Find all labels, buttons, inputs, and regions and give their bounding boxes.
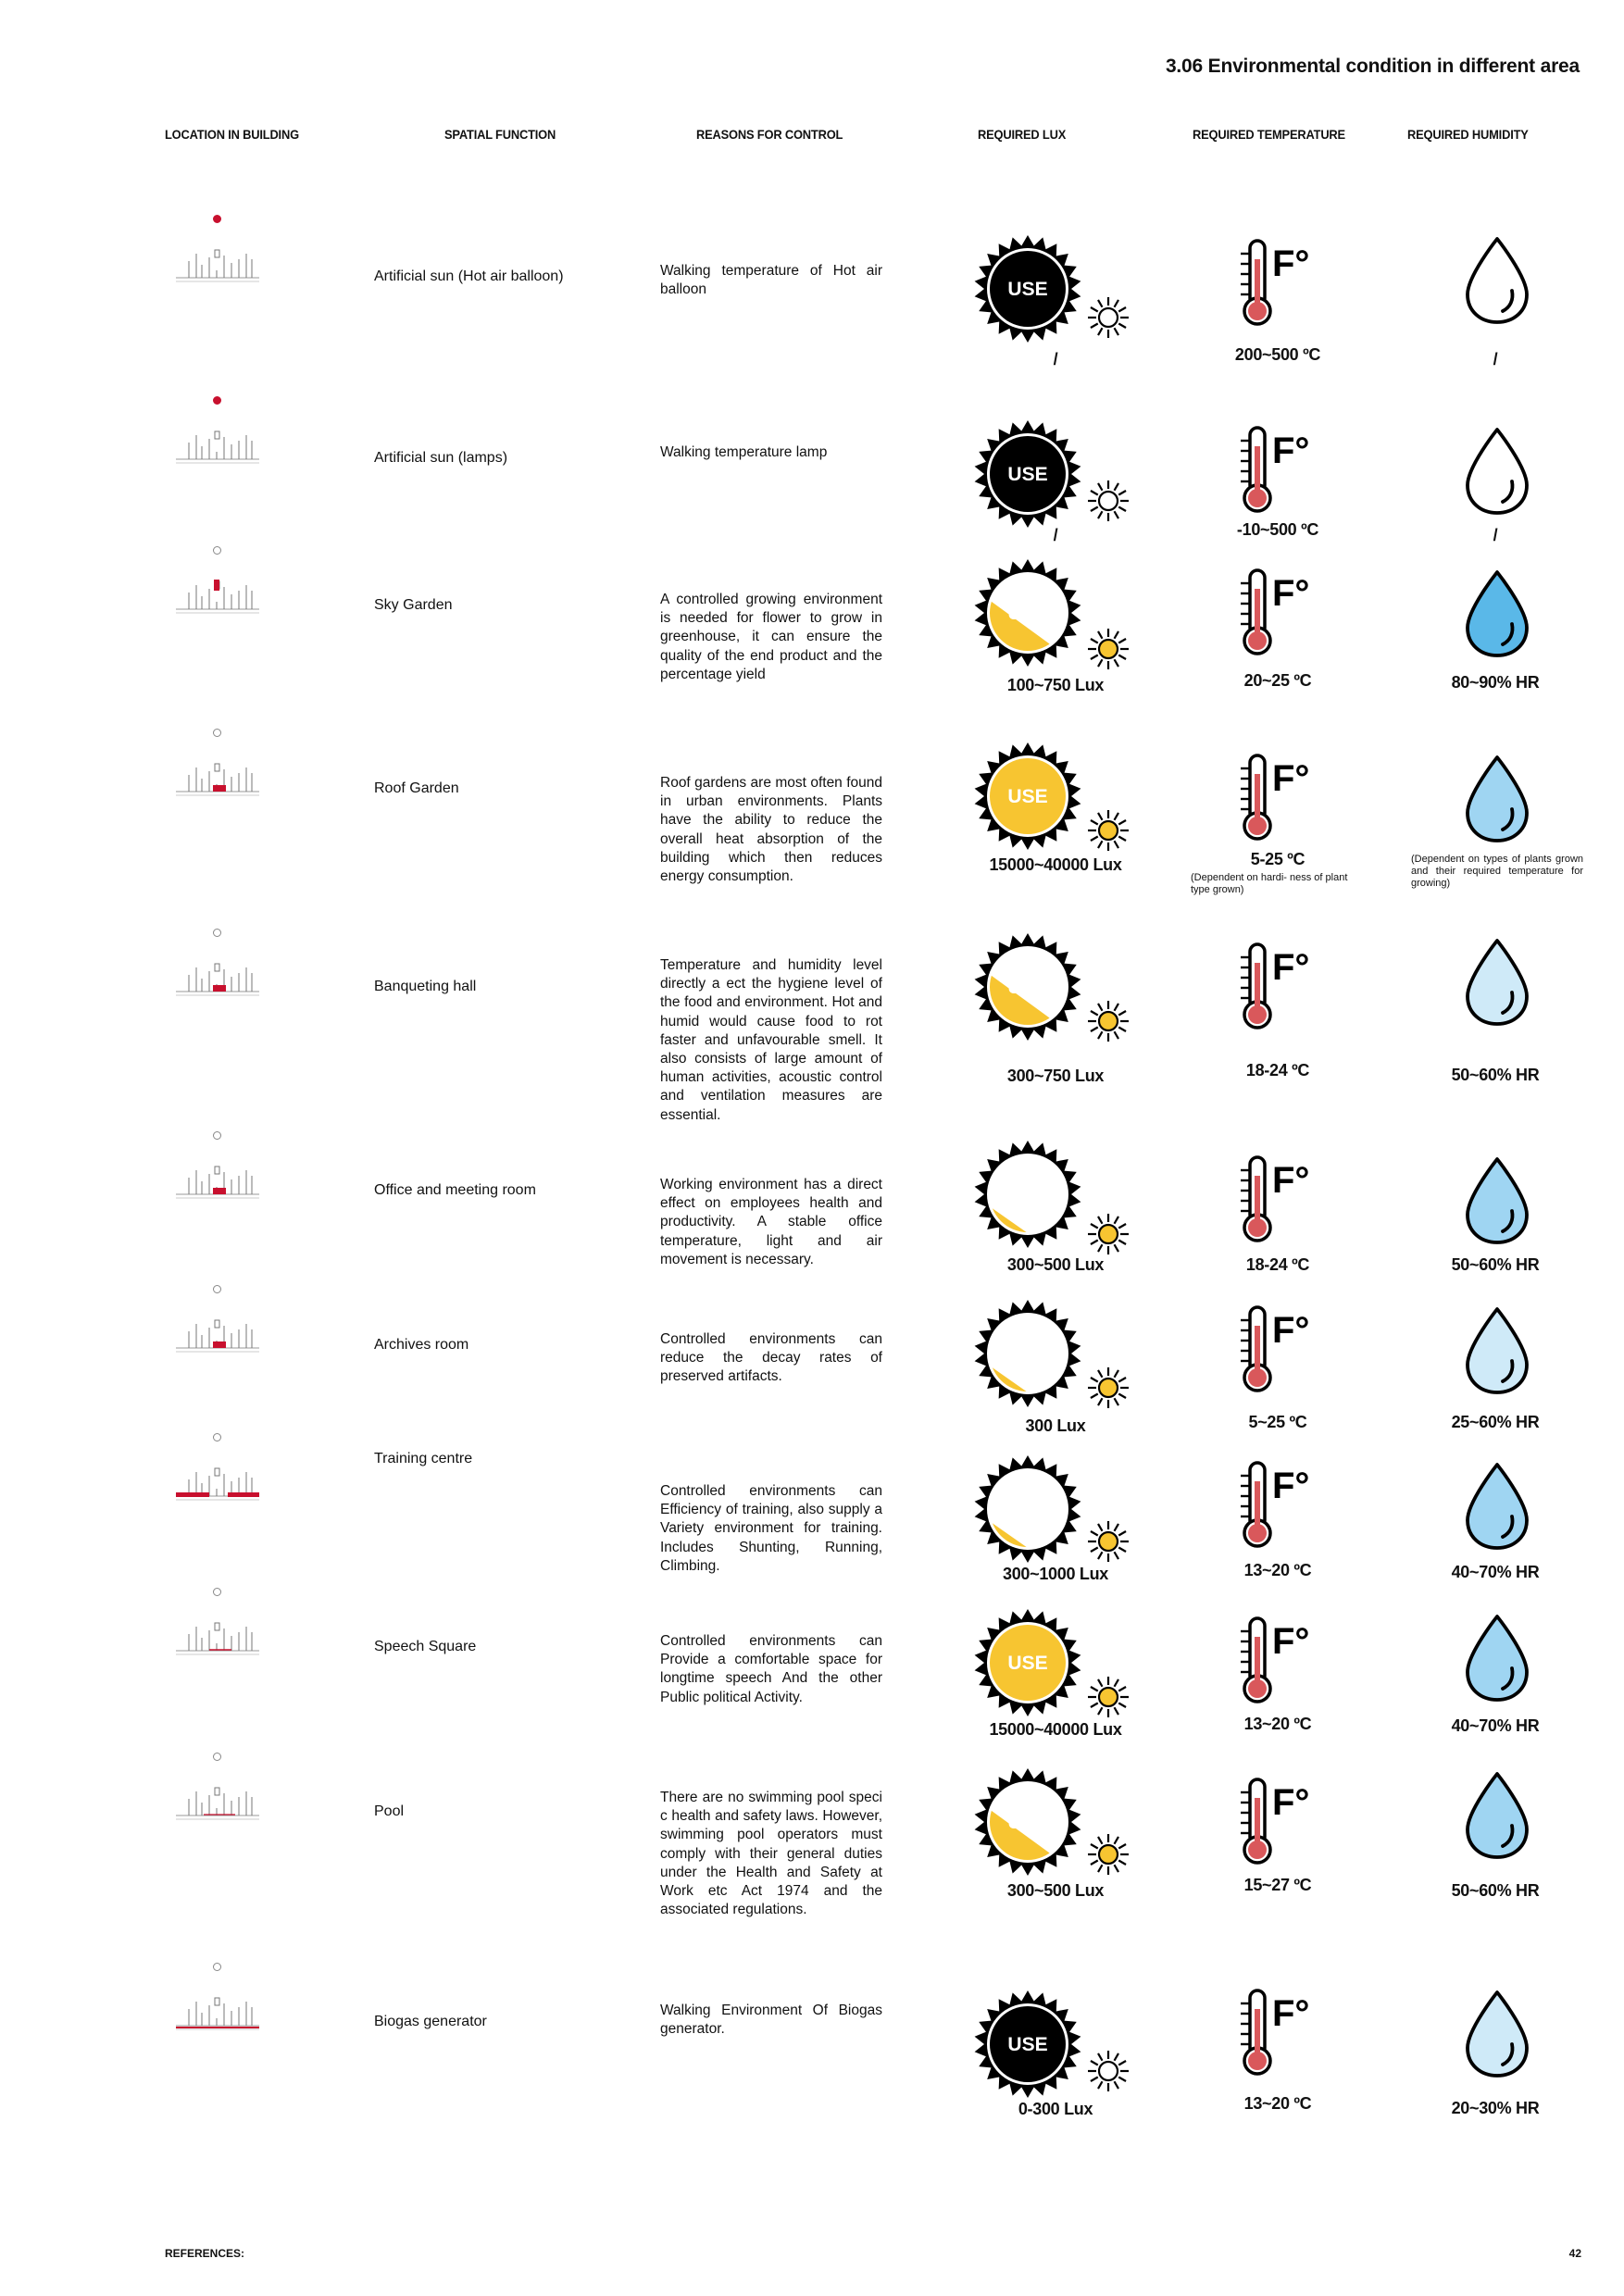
- lux-sun-icon: [972, 1454, 1083, 1565]
- column-header-location: LOCATION IN BUILDING: [165, 127, 299, 142]
- small-sun-icon: [1085, 626, 1131, 672]
- svg-text:F°: F°: [1272, 1621, 1310, 1662]
- humidity-note: (Dependent on types of plants grown and their required temperature for growing): [1411, 854, 1583, 889]
- spatial-function: Banqueting hall: [374, 979, 477, 994]
- reason-for-control: There are no swimming pool speci c health and safety laws. However, swimming pool operators must comply with their general duties under the Health and Safety at Work etc Act 1974 and the associated regulations.: [660, 1790, 882, 1918]
- svg-text:F°: F°: [1272, 758, 1310, 799]
- thermometer-icon: [1237, 1459, 1320, 1552]
- small-sun-icon: [1085, 478, 1131, 524]
- lux-value: 300 Lux: [1025, 1416, 1086, 1435]
- svg-text:USE: USE: [1007, 464, 1048, 485]
- water-drop-icon: [1460, 233, 1534, 326]
- building-section-icon: [176, 248, 259, 285]
- column-header-temperature: REQUIRED TEMPERATURE: [1193, 127, 1345, 142]
- temperature-value: 20~25 ºC: [1243, 671, 1312, 690]
- column-header-humidity: REQUIRED HUMIDITY: [1407, 127, 1529, 142]
- svg-text:USE: USE: [1007, 1812, 1048, 1833]
- lux-sun-icon: [972, 1989, 1083, 2100]
- water-drop-icon: [1460, 1768, 1534, 1861]
- lux-sun-icon: [972, 233, 1083, 344]
- building-section-icon: [176, 1786, 259, 1823]
- thermometer-icon: [1237, 1776, 1320, 1868]
- lux-sun-icon: [972, 741, 1083, 852]
- lux-value: 300~500 Lux: [1006, 1881, 1105, 1900]
- reason-for-control: Walking temperature of Hot air balloon: [660, 263, 882, 298]
- svg-text:USE: USE: [1007, 603, 1048, 624]
- building-section-icon: [176, 1621, 259, 1658]
- svg-text:F°: F°: [1272, 947, 1310, 988]
- thermometer-icon: [1237, 1987, 1320, 2079]
- lux-sun-icon: [972, 557, 1083, 668]
- page-number: 42: [1568, 2247, 1581, 2260]
- reason-for-control: A controlled growing environment is needed for flower to grow in greenhouse, it can ensure the quality of the end product and the percentage yield: [660, 592, 882, 682]
- small-sun-icon: [1085, 1831, 1131, 1878]
- reason-for-control: Controlled environments can reduce the decay rates of preserved artifacts.: [660, 1331, 882, 1385]
- humidity-value: 20~30% HR: [1451, 2099, 1540, 2117]
- svg-text:USE: USE: [1007, 1499, 1048, 1520]
- references-label: REFERENCES:: [165, 2247, 245, 2260]
- reason-for-control: Controlled environments can Efficiency of training, also supply a Variety environment for training. Includes Shunting, Running, Climbing.: [660, 1483, 882, 1574]
- column-header-function: SPATIAL FUNCTION: [444, 127, 556, 142]
- humidity-value: /: [1493, 350, 1498, 368]
- svg-text:USE: USE: [1007, 279, 1048, 300]
- thermometer-icon: [1237, 752, 1320, 844]
- water-drop-icon: [1460, 1304, 1534, 1396]
- lux-value: 300~500 Lux: [1006, 1255, 1105, 1274]
- svg-text:F°: F°: [1272, 1993, 1310, 2034]
- svg-text:F°: F°: [1272, 1466, 1310, 1506]
- water-drop-icon: [1460, 567, 1534, 659]
- spatial-function: Speech Square: [374, 1639, 477, 1654]
- thermometer-icon: [1237, 424, 1320, 517]
- reason-for-control: Walking temperature lamp: [660, 444, 828, 460]
- lux-value: 15000~40000 Lux: [989, 1720, 1122, 1739]
- spatial-function: Artificial sun (Hot air balloon): [374, 268, 564, 284]
- spatial-function: Artificial sun (lamps): [374, 450, 508, 466]
- humidity-value: 40~70% HR: [1451, 1563, 1540, 1581]
- temperature-value: 15~27 ºC: [1243, 1876, 1312, 1894]
- small-sun-icon: [1085, 1518, 1131, 1565]
- water-drop-icon: [1460, 752, 1534, 844]
- temperature-value: 5~25 ºC: [1248, 1413, 1307, 1431]
- thermometer-icon: [1237, 567, 1320, 659]
- lux-value: 0-300 Lux: [1018, 2100, 1093, 2118]
- location-marker-dot: [213, 1131, 221, 1140]
- svg-text:USE: USE: [1007, 977, 1048, 998]
- small-sun-icon: [1085, 294, 1131, 341]
- temperature-value: 5-25 ºC: [1250, 850, 1305, 868]
- reason-for-control: Temperature and humidity level directly a ect the hygiene level of the food and environment. Hot and humid would cause food to rot faster and unfavourable smell. It also consists of large amount of human activities, acoustic control and ventilation measures are essential.: [660, 957, 882, 1123]
- temperature-value: 13~20 ºC: [1243, 2094, 1312, 2113]
- building-section-icon: [176, 1165, 259, 1202]
- svg-text:USE: USE: [1007, 1184, 1048, 1205]
- spatial-function: Biogas generator: [374, 2014, 487, 2029]
- building-section-icon: [176, 1466, 259, 1504]
- spatial-function: Archives room: [374, 1337, 469, 1353]
- reason-for-control: Roof gardens are most often found in urban environments. Plants have the ability to reduce the overall heat absorption of the building which then reduces energy consumption.: [660, 775, 882, 885]
- location-marker-dot: [213, 729, 221, 737]
- svg-text:F°: F°: [1272, 430, 1310, 471]
- location-marker-dot: [213, 1753, 221, 1761]
- thermometer-icon: [1237, 1304, 1320, 1396]
- temperature-value: 200~500 ºC: [1234, 345, 1321, 364]
- column-header-lux: REQUIRED LUX: [978, 127, 1067, 142]
- small-sun-icon: [1085, 998, 1131, 1044]
- thermometer-icon: [1237, 1154, 1320, 1246]
- building-section-icon: [176, 580, 259, 617]
- svg-text:F°: F°: [1272, 573, 1310, 614]
- building-section-icon: [176, 762, 259, 799]
- humidity-value: 80~90% HR: [1451, 673, 1540, 692]
- spatial-function: Roof Garden: [374, 780, 459, 796]
- location-marker-dot: [213, 546, 221, 555]
- water-drop-icon: [1460, 1987, 1534, 2079]
- location-marker-dot: [213, 1963, 221, 1971]
- small-sun-icon: [1085, 2048, 1131, 2094]
- location-marker-dot: [213, 215, 221, 223]
- lux-value: /: [1053, 526, 1058, 544]
- temperature-value: 13~20 ºC: [1243, 1561, 1312, 1579]
- thermometer-icon: [1237, 941, 1320, 1033]
- small-sun-icon: [1085, 1365, 1131, 1411]
- building-section-icon: [176, 1996, 259, 2033]
- svg-text:F°: F°: [1272, 1160, 1310, 1201]
- svg-text:F°: F°: [1272, 1310, 1310, 1351]
- temperature-value: 18-24 ºC: [1245, 1061, 1310, 1079]
- temperature-value: 18-24 ºC: [1245, 1255, 1310, 1274]
- humidity-value: 50~60% HR: [1451, 1881, 1540, 1900]
- lux-sun-icon: [972, 931, 1083, 1042]
- lux-value: 15000~40000 Lux: [989, 855, 1122, 874]
- lux-sun-icon: [972, 418, 1083, 530]
- spatial-function: Sky Garden: [374, 597, 453, 613]
- humidity-value: 50~60% HR: [1451, 1255, 1540, 1274]
- water-drop-icon: [1460, 424, 1534, 517]
- svg-text:USE: USE: [1007, 1653, 1048, 1674]
- humidity-value: 40~70% HR: [1451, 1716, 1540, 1735]
- humidity-value: 25~60% HR: [1451, 1413, 1540, 1431]
- lux-sun-icon: [972, 1766, 1083, 1878]
- temperature-value: -10~500 ºC: [1236, 520, 1319, 539]
- thermometer-icon: [1237, 237, 1320, 330]
- water-drop-icon: [1460, 1154, 1534, 1246]
- small-sun-icon: [1085, 1211, 1131, 1257]
- small-sun-icon: [1085, 807, 1131, 854]
- location-marker-dot: [213, 1588, 221, 1596]
- thermometer-icon: [1237, 1615, 1320, 1707]
- lux-value: 300~1000 Lux: [1003, 1565, 1108, 1583]
- small-sun-icon: [1085, 1674, 1131, 1720]
- lux-sun-icon: [972, 1139, 1083, 1250]
- lux-sun-icon: [972, 1607, 1083, 1718]
- spatial-function: Training centre: [374, 1451, 473, 1466]
- page-title: 3.06 Environmental condition in different area: [1165, 56, 1580, 77]
- water-drop-icon: [1460, 1611, 1534, 1703]
- svg-text:USE: USE: [1007, 786, 1048, 807]
- location-marker-dot: [213, 1285, 221, 1293]
- lux-sun-icon: [972, 1298, 1083, 1409]
- location-marker-dot: [213, 1433, 221, 1441]
- reason-for-control: Controlled environments can Provide a comfortable space for longtime speech And the other Public political Activity.: [660, 1633, 882, 1705]
- reason-for-control: Walking Environment Of Biogas generator.: [660, 2003, 882, 2038]
- location-marker-dot: [213, 396, 221, 405]
- building-section-icon: [176, 1318, 259, 1355]
- spatial-function: Pool: [374, 1803, 405, 1819]
- reason-for-control: Working environment has a direct effect on employees health and productivity. A stable office temperature, light and air movement is necessary.: [660, 1177, 882, 1267]
- svg-text:USE: USE: [1007, 2034, 1048, 2055]
- lux-value: /: [1053, 350, 1058, 368]
- svg-text:USE: USE: [1007, 1343, 1048, 1365]
- building-section-icon: [176, 962, 259, 999]
- water-drop-icon: [1460, 935, 1534, 1028]
- column-header-reasons: REASONS FOR CONTROL: [696, 127, 843, 142]
- building-section-icon: [176, 430, 259, 467]
- water-drop-icon: [1460, 1459, 1534, 1552]
- lux-value: 300~750 Lux: [1006, 1067, 1105, 1085]
- humidity-value: 50~60% HR: [1451, 1066, 1540, 1084]
- location-marker-dot: [213, 929, 221, 937]
- humidity-value: /: [1493, 526, 1498, 544]
- svg-text:F°: F°: [1272, 243, 1310, 284]
- temperature-note: (Dependent on hardi- ness of plant type grown): [1191, 872, 1348, 895]
- svg-text:F°: F°: [1272, 1782, 1310, 1823]
- lux-value: 100~750 Lux: [1006, 676, 1105, 694]
- spatial-function: Office and meeting room: [374, 1182, 536, 1198]
- temperature-value: 13~20 ºC: [1243, 1715, 1312, 1733]
